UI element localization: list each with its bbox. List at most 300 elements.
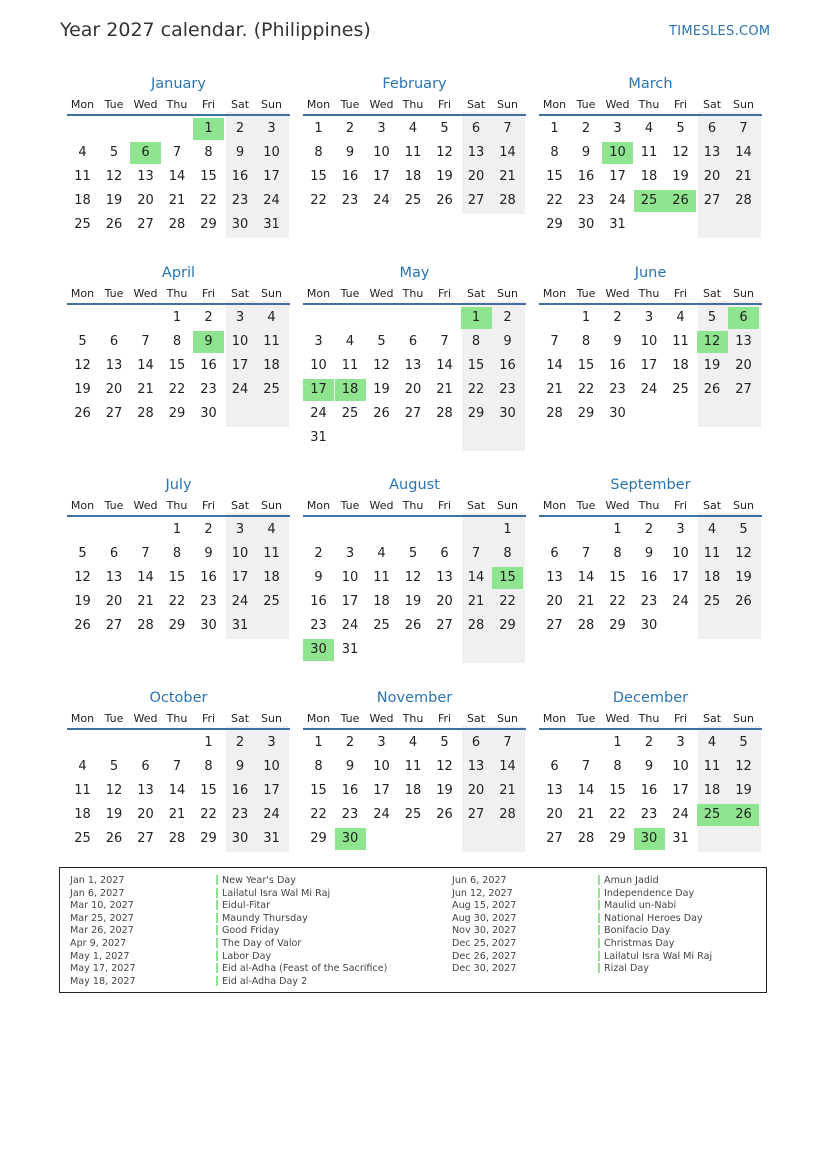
holiday-date: Jan 1, 2027	[70, 875, 125, 886]
day-cell: 10	[640, 334, 658, 349]
month-name: October	[149, 690, 208, 706]
weekday-header: Wed	[605, 98, 630, 111]
day-cell: 19	[404, 594, 422, 609]
day-cell: 12	[74, 570, 91, 585]
day-cell: 5	[377, 334, 386, 349]
weekday-header: Fri	[201, 287, 216, 300]
day-cell: 14	[137, 358, 154, 373]
weekday-header: Sun	[261, 98, 282, 111]
holiday-day-cell: 26	[728, 804, 759, 826]
day-cell: 7	[739, 121, 748, 136]
holiday-row	[452, 963, 712, 976]
day-cell: 18	[703, 783, 721, 798]
day-cell: 3	[377, 735, 386, 750]
holiday-name: Amun Jadid	[604, 875, 659, 886]
holiday-date: Dec 25, 2027	[452, 937, 517, 949]
day-cell: 9	[581, 145, 591, 160]
day-cell: 8	[503, 546, 512, 561]
weekday-header: Wed	[605, 712, 630, 725]
holiday-date: May 1, 2027	[70, 950, 130, 962]
weekday-header: Sat	[466, 98, 486, 111]
day-cell: 24	[231, 594, 249, 609]
day-cell: 20	[546, 807, 563, 822]
day-cell: 20	[436, 594, 453, 609]
holiday-name: Bonifacio Day	[604, 925, 671, 937]
holiday-marker	[216, 951, 218, 961]
day-cell: 29	[200, 217, 217, 232]
day-cell: 8	[314, 145, 323, 160]
day-cell: 13	[467, 145, 485, 160]
day-cell: 20	[404, 382, 422, 397]
day-cell: 4	[345, 334, 355, 349]
weekday-header: Sat	[466, 287, 486, 300]
month-name: June	[634, 265, 667, 281]
weekday-header: Sat	[230, 499, 250, 512]
day-cell: 4	[267, 522, 276, 537]
day-cell: 5	[109, 145, 119, 160]
holiday-day-cell: 25	[697, 804, 728, 826]
day-cell: 4	[676, 310, 685, 325]
day-cell: 27	[467, 807, 485, 822]
holiday-marker	[216, 938, 218, 948]
month-name: November	[376, 690, 453, 706]
day-cell: 23	[310, 618, 327, 633]
day-cell: 23	[577, 193, 595, 208]
day-cell: 5	[739, 735, 748, 750]
day-cell: 4	[644, 121, 654, 136]
month-name: September	[610, 477, 691, 493]
weekday-header: Wed	[133, 712, 158, 725]
day-cell: 14	[168, 783, 186, 798]
day-cell: 17	[640, 358, 658, 373]
holiday-name: Eid al-Adha Day 2	[222, 975, 308, 987]
holiday-marker	[216, 875, 218, 885]
day-cell: 27	[546, 618, 563, 633]
header-rule	[303, 303, 526, 305]
weekday-header: Thu	[402, 98, 424, 111]
day-cell: 15	[310, 783, 327, 798]
day-cell: 6	[471, 121, 481, 136]
day-cell: 15	[200, 783, 217, 798]
holiday-row	[70, 900, 387, 913]
day-cell: 25	[404, 807, 422, 822]
day-cell: 11	[404, 759, 422, 774]
header-rule	[67, 114, 290, 116]
weekday-header: Tue	[576, 98, 596, 111]
holiday-date: Jun 6, 2027	[452, 875, 507, 886]
holiday-day-cell: 26	[665, 190, 696, 212]
weekday-header: Fri	[437, 287, 452, 300]
day-cell: 24	[263, 807, 280, 822]
holiday-name: Labor Day	[222, 950, 272, 962]
day-cell: 22	[310, 193, 327, 208]
day-cell: 15	[310, 169, 327, 184]
holiday-day-cell: 6	[728, 307, 759, 329]
weekday-header: Sat	[702, 712, 722, 725]
holiday-date: Nov 30, 2027	[452, 925, 517, 937]
holiday-row	[452, 900, 712, 913]
day-cell: 18	[404, 169, 422, 184]
day-cell: 13	[703, 145, 721, 160]
day-cell: 3	[314, 334, 323, 349]
day-cell: 16	[231, 169, 249, 184]
day-cell: 21	[577, 594, 595, 609]
day-cell: 25	[74, 217, 91, 232]
day-cell: 18	[703, 570, 721, 585]
day-cell: 19	[436, 783, 453, 798]
holiday-row	[452, 913, 712, 926]
holiday-day-cell: 1	[461, 307, 492, 329]
day-cell: 9	[613, 334, 622, 349]
day-cell: 30	[231, 217, 249, 232]
header-rule	[303, 515, 526, 517]
day-cell: 4	[707, 735, 717, 750]
day-cell: 7	[503, 735, 512, 750]
day-cell: 4	[377, 546, 386, 561]
weekday-header: Wed	[369, 287, 394, 300]
day-cell: 17	[231, 570, 249, 585]
page-title: Year 2027 calendar. (Philippines)	[60, 19, 371, 41]
day-cell: 7	[581, 546, 591, 561]
day-cell: 21	[577, 807, 595, 822]
month-name: July	[165, 477, 192, 493]
holiday-row	[70, 938, 387, 951]
day-cell: 2	[314, 546, 323, 561]
day-cell: 19	[105, 807, 123, 822]
day-cell: 30	[200, 618, 217, 633]
day-cell: 1	[613, 735, 622, 750]
holiday-date: Dec 30, 2027	[452, 963, 517, 975]
holiday-marker	[216, 900, 218, 910]
weekday-header: Sun	[497, 98, 518, 111]
day-cell: 28	[499, 193, 516, 208]
day-cell: 25	[703, 594, 721, 609]
day-cell: 27	[735, 382, 752, 397]
day-cell: 18	[74, 193, 91, 208]
day-cell: 20	[137, 807, 154, 822]
day-cell: 23	[499, 382, 516, 397]
day-cell: 11	[263, 334, 280, 349]
day-cell: 6	[440, 546, 449, 561]
day-cell: 26	[74, 406, 91, 421]
day-cell: 11	[263, 546, 280, 561]
weekday-header: Wed	[369, 712, 394, 725]
holiday-name: The Day of Valor	[222, 937, 302, 949]
day-cell: 1	[172, 310, 182, 325]
day-cell: 28	[137, 406, 154, 421]
day-cell: 3	[345, 546, 355, 561]
day-cell: 18	[263, 358, 280, 373]
day-cell: 19	[703, 358, 721, 373]
day-cell: 6	[550, 759, 559, 774]
day-cell: 23	[200, 382, 217, 397]
day-cell: 4	[78, 145, 87, 160]
day-cell: 8	[471, 334, 481, 349]
weekday-header: Fri	[201, 499, 216, 512]
month-name: May	[399, 265, 430, 281]
day-cell: 27	[404, 406, 422, 421]
day-cell: 21	[467, 594, 485, 609]
day-cell: 21	[499, 783, 516, 798]
day-cell: 10	[263, 759, 280, 774]
day-cell: 11	[74, 783, 91, 798]
holiday-row	[452, 888, 712, 901]
weekday-header: Thu	[166, 499, 188, 512]
day-cell: 13	[546, 783, 563, 798]
day-cell: 10	[373, 145, 390, 160]
day-cell: 2	[613, 310, 622, 325]
day-cell: 31	[341, 642, 359, 657]
weekday-header: Fri	[437, 98, 452, 111]
day-cell: 8	[172, 334, 182, 349]
day-cell: 26	[735, 594, 752, 609]
weekday-header: Thu	[166, 287, 188, 300]
day-cell: 4	[267, 310, 276, 325]
day-cell: 1	[613, 522, 622, 537]
weekday-header: Fri	[673, 98, 688, 111]
day-cell: 27	[137, 217, 154, 232]
day-cell: 11	[373, 570, 390, 585]
holiday-row	[452, 951, 712, 964]
weekday-header: Sun	[733, 499, 754, 512]
day-cell: 10	[263, 145, 280, 160]
day-cell: 23	[341, 193, 359, 208]
weekday-header: Fri	[673, 287, 688, 300]
day-cell: 24	[672, 594, 689, 609]
day-cell: 3	[235, 310, 245, 325]
holiday-date: Mar 10, 2027	[70, 900, 134, 912]
holiday-list	[59, 867, 767, 993]
day-cell: 12	[373, 358, 390, 373]
day-cell: 29	[609, 831, 626, 846]
day-cell: 18	[263, 570, 280, 585]
day-cell: 2	[345, 121, 355, 136]
day-cell: 29	[200, 831, 217, 846]
day-cell: 3	[676, 735, 685, 750]
day-cell: 16	[200, 358, 217, 373]
day-cell: 2	[644, 735, 654, 750]
weekday-header: Mon	[542, 499, 567, 512]
day-cell: 7	[172, 759, 182, 774]
weekday-header: Wed	[605, 287, 630, 300]
day-cell: 25	[404, 193, 422, 208]
day-cell: 26	[105, 217, 123, 232]
day-cell: 24	[310, 406, 327, 421]
day-cell: 29	[467, 406, 485, 421]
day-cell: 31	[263, 831, 280, 846]
weekday-header: Mon	[70, 712, 95, 725]
day-cell: 17	[263, 169, 280, 184]
day-cell: 22	[609, 807, 626, 822]
holiday-row	[452, 938, 712, 951]
holiday-row	[70, 913, 387, 926]
weekday-header: Sun	[261, 499, 282, 512]
day-cell: 19	[436, 169, 453, 184]
day-cell: 28	[137, 618, 154, 633]
weekday-header: Fri	[201, 712, 216, 725]
day-cell: 28	[546, 406, 563, 421]
day-cell: 10	[231, 546, 249, 561]
holiday-marker	[598, 913, 600, 923]
day-cell: 5	[676, 121, 685, 136]
brand-link[interactable]: TIMESLES.COM	[669, 24, 771, 39]
day-cell: 22	[609, 594, 626, 609]
day-cell: 1	[204, 735, 213, 750]
day-cell: 14	[577, 570, 595, 585]
weekday-header: Tue	[340, 499, 360, 512]
weekday-header: Sun	[733, 287, 754, 300]
day-cell: 9	[204, 546, 213, 561]
day-cell: 22	[200, 807, 217, 822]
holiday-date: Mar 26, 2027	[70, 925, 134, 937]
day-cell: 16	[200, 570, 217, 585]
weekday-header: Wed	[605, 499, 630, 512]
holiday-marker	[598, 888, 600, 898]
day-cell: 6	[408, 334, 418, 349]
day-cell: 18	[373, 594, 390, 609]
day-cell: 14	[499, 759, 516, 774]
day-cell: 27	[467, 193, 485, 208]
day-cell: 9	[345, 759, 355, 774]
day-cell: 1	[503, 522, 512, 537]
day-cell: 17	[609, 169, 626, 184]
day-cell: 26	[74, 618, 91, 633]
holiday-row	[70, 976, 387, 989]
day-cell: 25	[672, 382, 689, 397]
day-cell: 6	[707, 121, 717, 136]
day-cell: 21	[436, 382, 453, 397]
holiday-marker	[216, 913, 218, 923]
holiday-name: Maundy Thursday	[222, 912, 308, 924]
day-cell: 26	[373, 406, 390, 421]
day-cell: 3	[644, 310, 654, 325]
day-cell: 30	[499, 406, 516, 421]
weekday-header: Wed	[133, 287, 158, 300]
weekday-header: Mon	[70, 499, 95, 512]
day-cell: 27	[105, 618, 123, 633]
day-cell: 4	[707, 522, 717, 537]
day-cell: 28	[467, 618, 485, 633]
weekday-header: Thu	[166, 98, 188, 111]
day-cell: 7	[581, 759, 591, 774]
day-cell: 13	[105, 570, 123, 585]
day-cell: 3	[377, 121, 386, 136]
day-cell: 14	[168, 169, 186, 184]
day-cell: 8	[613, 759, 622, 774]
day-cell: 31	[263, 217, 280, 232]
day-cell: 5	[408, 546, 418, 561]
day-cell: 2	[581, 121, 591, 136]
day-cell: 16	[609, 358, 626, 373]
day-cell: 16	[640, 783, 658, 798]
day-cell: 9	[235, 145, 245, 160]
holiday-name: National Heroes Day	[604, 912, 703, 924]
day-cell: 26	[404, 618, 422, 633]
day-cell: 12	[404, 570, 422, 585]
day-cell: 16	[341, 783, 359, 798]
day-cell: 13	[467, 759, 485, 774]
day-cell: 17	[672, 570, 689, 585]
header-rule	[303, 728, 526, 730]
header-rule	[67, 303, 290, 305]
day-cell: 30	[231, 831, 249, 846]
day-cell: 7	[141, 334, 150, 349]
day-cell: 11	[703, 759, 721, 774]
holiday-day-cell: 10	[602, 142, 633, 164]
day-cell: 10	[310, 358, 327, 373]
day-cell: 3	[235, 522, 245, 537]
day-cell: 29	[310, 831, 327, 846]
day-cell: 12	[105, 783, 123, 798]
day-cell: 13	[137, 783, 154, 798]
day-cell: 22	[467, 382, 485, 397]
day-cell: 10	[672, 759, 689, 774]
day-cell: 8	[613, 546, 622, 561]
day-cell: 4	[408, 121, 418, 136]
day-cell: 21	[137, 382, 154, 397]
holiday-marker	[598, 875, 600, 885]
holiday-row	[70, 963, 387, 976]
day-cell: 21	[168, 193, 186, 208]
day-cell: 5	[440, 735, 449, 750]
holiday-marker	[216, 976, 218, 986]
header-rule	[539, 114, 762, 116]
day-cell: 24	[609, 193, 626, 208]
day-cell: 16	[341, 169, 359, 184]
day-cell: 1	[172, 522, 182, 537]
day-cell: 22	[310, 807, 327, 822]
weekday-header: Thu	[638, 98, 660, 111]
day-cell: 27	[703, 193, 721, 208]
day-cell: 9	[345, 145, 355, 160]
day-cell: 16	[499, 358, 516, 373]
day-cell: 21	[137, 594, 154, 609]
day-cell: 1	[550, 121, 559, 136]
day-cell: 26	[436, 193, 453, 208]
weekday-header: Sat	[230, 287, 250, 300]
holiday-day-cell: 30	[303, 639, 334, 661]
day-cell: 29	[546, 217, 563, 232]
day-cell: 6	[550, 546, 559, 561]
day-cell: 3	[676, 522, 685, 537]
weekday-header: Thu	[166, 712, 188, 725]
holiday-day-cell: 1	[193, 118, 224, 140]
day-cell: 23	[640, 594, 658, 609]
day-cell: 10	[341, 570, 359, 585]
day-cell: 6	[109, 546, 119, 561]
day-cell: 7	[141, 546, 150, 561]
day-cell: 12	[735, 546, 752, 561]
weekday-header: Mon	[70, 98, 95, 111]
day-cell: 15	[168, 358, 186, 373]
day-cell: 7	[503, 121, 512, 136]
day-cell: 8	[581, 334, 591, 349]
holiday-date: May 18, 2027	[70, 975, 136, 987]
weekday-header: Tue	[576, 287, 596, 300]
holiday-day-cell: 25	[634, 190, 665, 212]
weekday-header: Sun	[497, 499, 518, 512]
day-cell: 21	[499, 169, 516, 184]
month-name: August	[389, 477, 440, 493]
holiday-date: Jan 6, 2027	[70, 887, 125, 899]
day-cell: 19	[105, 193, 123, 208]
day-cell: 21	[735, 169, 752, 184]
month-name: April	[161, 265, 196, 281]
weekday-header: Tue	[340, 98, 360, 111]
holiday-name: Eidul-Fitar	[222, 900, 271, 912]
weekday-header: Thu	[402, 712, 424, 725]
day-cell: 9	[644, 759, 654, 774]
